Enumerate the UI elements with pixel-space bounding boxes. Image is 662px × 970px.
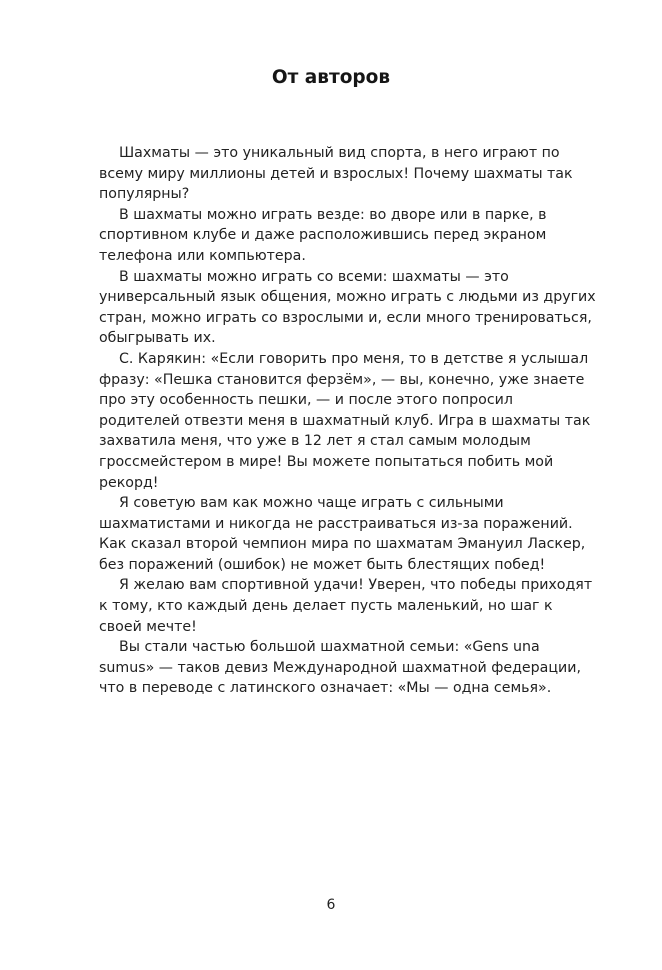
paragraph: Шахматы — это уникальный вид спорта, в него играют по всему миру миллионы детей и взрослых! Почему шахматы так популярны?	[99, 145, 573, 203]
paragraph: Я советую вам как можно чаще играть с сильными шахматистами и никогда не расстраиваться из-за поражений. Как сказал второй чемпион мира по шахматам Эмануил Ласкер, без поражений (ошибок) не может быть блестящих побед!	[99, 495, 586, 573]
paragraph: В шахматы можно играть со всеми: шахматы — это универсальный язык общения, можно играть с людьми из других стран, можно играть со взрослыми и, если много тренироваться, обыгрывать их.	[99, 268, 596, 347]
paragraph: В шахматы можно играть везде: во дворе или в парке, в спортивном клубе и даже расположившись перед экраном телефона или компьютера.	[99, 206, 547, 264]
paragraph: С. Карякин: «Если говорить про меня, то в детстве я услышал фразу: «Пешка становится ферзём», — вы, конечно, уже знаете про эту особенность пешки, — и после этого попросил родителей отвезти меня в шахматный клуб. Игра в шахматы так захватила меня, что уже в 12 лет я стал самым молодым гроссмейстером в мире! Вы можете попытаться побить мой рекорд!	[99, 350, 591, 491]
paragraph: Я желаю вам спортивной удачи! Уверен, что победы приходят к тому, кто каждый день делает пусть маленький, но шаг к своей мечте!	[99, 577, 593, 635]
page-title: От авторов	[271, 67, 391, 88]
page-number: 6	[326, 897, 336, 913]
body-text	[99, 143, 597, 699]
paragraph: Вы стали частью большой шахматной семьи: «Gens una sumus» — таков девиз Международной шахматной федерации, что в переводе с латинского означает: «Мы — одна семья».	[99, 639, 581, 697]
